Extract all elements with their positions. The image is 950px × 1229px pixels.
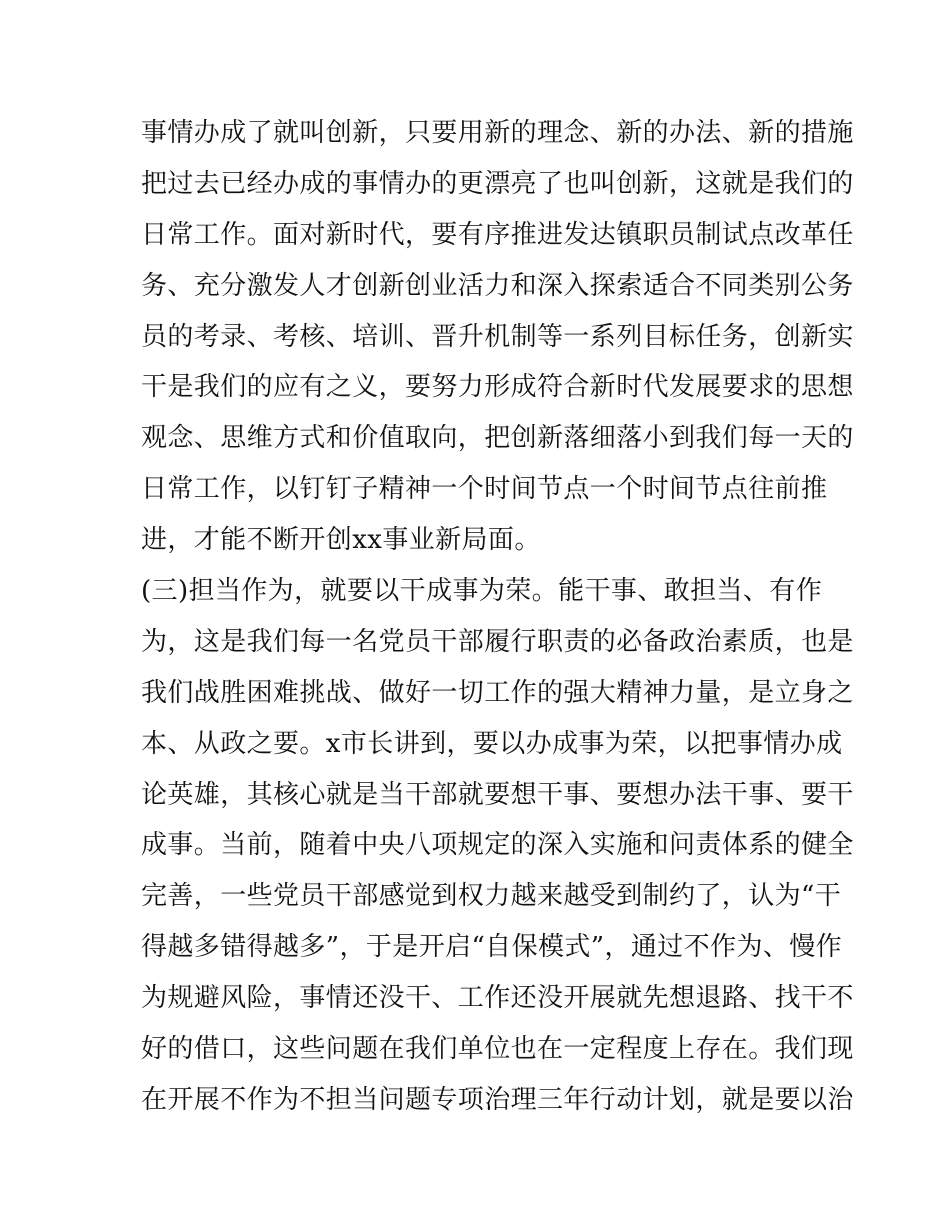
text-line-15: 成事。当前，随着中央八项规定的深入实施和问责体系的健全: [141, 830, 854, 861]
text-line-11: 为，这是我们每一名党员干部履行职责的必备政治素质，也是: [141, 626, 854, 657]
text-line-9: 进，才能不断开创xx事业新局面。: [141, 525, 541, 556]
section-heading-line: (三)担当作为，就要以干成事为荣。能干事、敢担当、有作: [141, 576, 823, 607]
text-line-6: 干是我们的应有之义，要努力形成符合新时代发展要求的思想: [141, 372, 854, 403]
text-line-17: 得越多错得越多”，于是开启“自保模式”，通过不作为、慢作: [141, 932, 843, 963]
text-line-3: 日常工作。面对新时代，要有序推进发达镇职员制试点改革任: [141, 219, 854, 250]
text-line-18: 为规避风险，事情还没干、工作还没开展就先想退路、找干不: [141, 983, 854, 1014]
text-line-19: 好的借口，这些问题在我们单位也在一定程度上存在。我们现: [141, 1034, 854, 1065]
text-line-12: 我们战胜困难挑战、做好一切工作的强大精神力量，是立身之: [141, 677, 854, 708]
text-line-13: 本、从政之要。x市长讲到，要以办成事为荣，以把事情办成: [141, 728, 843, 759]
text-line-5: 员的考录、考核、培训、晋升机制等一系列目标任务，创新实: [141, 321, 854, 352]
text-line-7: 观念、思维方式和价值取向，把创新落细落小到我们每一天的: [141, 423, 854, 454]
text-line-8: 日常工作，以钉钉子精神一个时间节点一个时间节点往前推: [141, 474, 828, 505]
text-line-2: 把过去已经办成的事情办的更漂亮了也叫创新，这就是我们的: [141, 168, 854, 199]
body-text: [141, 108, 854, 1126]
text-line-14: 论英雄，其核心就是当干部就要想干事、要想办法干事、要干: [141, 779, 854, 810]
text-line-4: 务、充分激发人才创新创业活力和深入探索适合不同类别公务: [141, 270, 854, 301]
text-line-1: 事情办成了就叫创新，只要用新的理念、新的办法、新的措施: [141, 118, 854, 148]
text-line-16: 完善，一些党员干部感觉到权力越来越受到制约了，认为“干: [141, 881, 842, 912]
text-line-20: 在开展不作为不担当问题专项治理三年行动计划，就是要以治: [141, 1084, 854, 1115]
